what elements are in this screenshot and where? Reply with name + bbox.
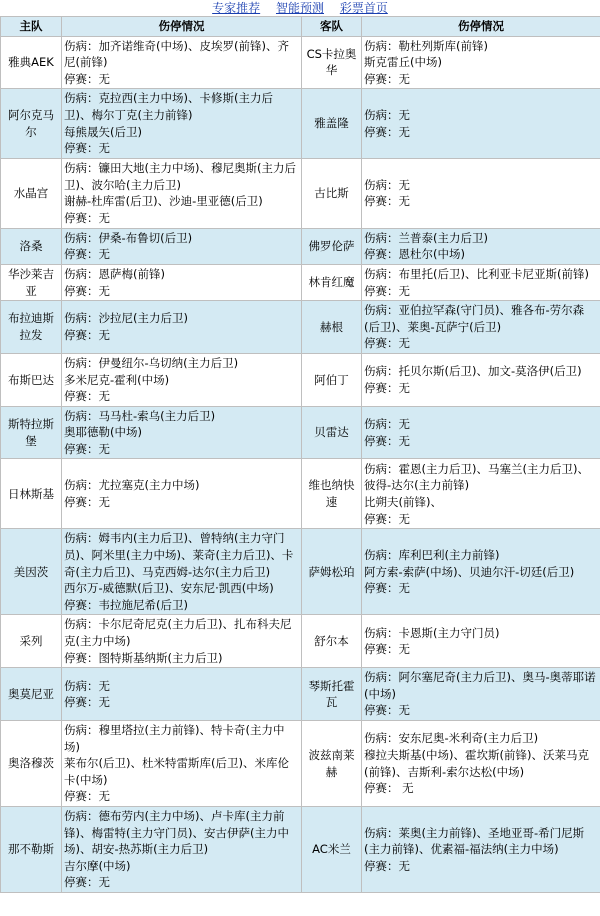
home-team [1,228,62,264]
away-status [362,668,600,721]
status-line: 停赛：无 [64,247,110,262]
home-status [62,529,302,615]
away-team [302,615,362,668]
away-team [302,721,362,807]
table-row [1,89,600,158]
status-line: 停赛：无 [364,124,410,139]
away-team [302,406,362,459]
home-status [62,89,302,158]
home-status [62,459,302,529]
status-line: 停赛：恩杜尔(中场) [364,247,465,262]
status-line: 伤病：布里托(后卫)、比利亚卡尼亚斯(前锋) [364,266,589,281]
away-status [362,615,600,668]
header-away-status: 伤停情况 [362,17,600,37]
home-team [1,353,62,406]
status-line: 伤病：无 [364,177,410,192]
away-team [302,353,362,406]
away-team-name: 舒尔本 [314,634,349,649]
table-row [1,301,600,354]
home-status [62,158,302,228]
table-row [1,228,600,264]
table-row [1,264,600,300]
table-row [1,36,600,89]
home-team [1,807,62,893]
away-team-name: 雅盖隆 [314,116,349,131]
status-line: 奥耶德勒(中场) [64,425,142,440]
home-team [1,264,62,300]
away-team-name: AC米兰 [312,842,351,857]
header-away: 客队 [302,17,362,37]
table-row [1,459,600,529]
away-status [362,228,600,264]
home-team [1,615,62,668]
table-body [1,36,600,892]
status-line: 停赛：无 [364,71,410,86]
home-status [62,36,302,89]
table-row [1,721,600,807]
away-team [302,668,362,721]
home-team [1,36,62,89]
away-team [302,807,362,893]
status-line: 停赛：无 [64,71,110,86]
status-line: 停赛：无 [64,789,110,804]
home-status [62,721,302,807]
away-status [362,721,600,807]
home-status [62,668,302,721]
home-status [62,228,302,264]
status-line: 停赛：无 [364,283,410,298]
status-line: 伤病：托贝尔斯(后卫)、加文-莫洛伊(后卫) [364,364,582,379]
away-team-name: 古比斯 [314,185,349,200]
status-line: 伤病：克拉西(主力中场)、卡修斯(主力后卫)、梅尔丁克(主力前锋) [64,91,273,122]
status-line: 停赛：无 [64,210,110,225]
home-team-name: 奥洛穆茨 [8,756,54,771]
status-line: 伤病：卡尔尼奇尼克(主力后卫)、扎布科夫尼克(主力中场) [64,617,292,649]
table-row [1,158,600,228]
nav-link-expert[interactable]: 专家推荐 [212,1,261,15]
status-line: 伤病：马马杜-索乌(主力后卫) [64,408,216,423]
home-status [62,353,302,406]
status-line: 停赛：无 [364,380,410,395]
away-team [302,89,362,158]
table-row [1,406,600,459]
header-home: 主队 [1,17,62,37]
table-row [1,615,600,668]
home-team-name: 采列 [19,634,43,649]
status-line: 伤病：亚伯拉罕森(守门员)、雅各布-劳尔森(后卫)、莱奥-瓦萨宁(后卫) [364,303,585,334]
status-line: 停赛：无 [64,389,110,404]
home-team-name: 布斯巴达 [8,372,54,387]
away-team-name: 维也纳快速 [308,478,355,509]
nav-link-lottery-home[interactable]: 彩票首页 [339,1,388,15]
home-team-name: 阿尔克马尔 [8,107,54,139]
away-status [362,36,600,89]
status-line: 伤病：库利巴利(主力前锋) [364,548,500,563]
status-line: 伤病：伊桑-布鲁切(后卫) [64,230,193,245]
status-line: 伤病：兰普泰(主力后卫) [364,230,488,245]
status-line: 停赛：无 [64,494,110,509]
home-team [1,89,62,158]
status-line: 多米尼克-霍利(中场) [64,372,170,387]
injury-table [0,16,600,893]
away-status [362,529,600,615]
away-team-name: 佛罗伦萨 [308,239,355,254]
away-status [362,264,600,300]
away-status [362,406,600,459]
status-line: 停赛： 无 [364,781,414,796]
status-line: 伤病：镰田大地(主力中场)、穆尼奥斯(主力后卫)、波尔哈(主力后卫) [64,161,296,192]
away-status [362,158,600,228]
home-team [1,301,62,354]
status-line: 伤病：霍恩(主力后卫)、马塞兰(主力后卫)、彼得-达尔(主力前锋) [364,461,589,493]
home-team [1,668,62,721]
away-status [362,807,600,893]
home-status [62,615,302,668]
nav-link-prediction[interactable]: 智能预测 [275,1,324,15]
home-status [62,406,302,459]
away-team [302,529,362,615]
status-line: 停赛：无 [64,695,110,710]
status-line: 伤病：姆韦内(主力后卫)、曾特纳(主力守门员)、阿米里(主力中场)、莱奇(主力后卫)、卡奇(主力后卫)、马克西姆-达尔(主力后卫) [64,531,294,579]
home-team [1,158,62,228]
away-status [362,301,600,354]
status-line: 停赛：无 [364,858,410,873]
status-line: 吉尔摩(中场) [64,858,131,873]
home-team [1,529,62,615]
status-line: 西尔万-威德默(后卫)、安东尼·凯西(中场) [64,581,274,596]
status-line: 伤病：勒杜列斯库(前锋) [364,38,488,53]
status-line: 伤病：加齐诺维奇(中场)、皮埃罗(前锋)、齐尼(前锋) [64,38,289,70]
home-team-name: 斯特拉斯堡 [8,416,54,448]
status-line: 停赛：无 [364,194,410,209]
status-line: 伤病：无 [64,678,110,693]
table-row [1,668,600,721]
status-line: 阿方索-索萨(中场)、贝迪尔汗-切廷(后卫) [364,564,575,579]
status-line: 停赛：无 [364,642,410,657]
status-line: 停赛：无 [64,141,110,156]
status-line: 停赛：无 [364,703,410,718]
home-team [1,406,62,459]
status-line: 停赛：无 [64,441,110,456]
status-line: 穆拉夫斯基(中场)、霍坎斯(前锋)、沃莱马克(前锋)、吉斯利-索尔达松(中场) [364,747,589,779]
status-line: 伤病：莱奥(主力前锋)、圣地亚哥-希门尼斯(主力前锋)、优素福-福法纳(主力中场) [364,825,585,857]
status-line: 停赛：无 [364,336,410,351]
away-team [302,459,362,529]
away-team-name: 琴斯托霍瓦 [308,678,355,710]
home-team [1,721,62,807]
home-team-name: 日林斯基 [8,486,54,501]
top-nav [0,0,600,16]
status-line: 伤病：无 [364,107,410,122]
status-line: 斯克雷丘(中场) [364,55,442,70]
away-team [302,264,362,300]
away-team-name: CS卡拉奥华 [306,46,357,78]
status-line: 停赛：无 [64,328,110,343]
home-team [1,459,62,529]
status-line: 伤病：德布劳内(主力中场)、卢卡库(主力前锋)、梅雷特(主力守门员)、安古伊萨(主力中场)、胡安-热苏斯(主力后卫) [64,809,289,857]
away-team-name: 阿伯丁 [314,372,349,387]
table-row [1,353,600,406]
home-team-name: 美因茨 [13,564,49,579]
home-team-name: 那不勒斯 [8,842,54,857]
home-team-name: 奥莫尼亚 [8,686,54,701]
header-home-status: 伤停情况 [62,17,302,37]
away-team [302,301,362,354]
away-team [302,36,362,89]
status-line: 伤病：穆里塔拉(主力前锋)、特卡奇(主力中场) [64,723,285,754]
status-line: 伤病：无 [364,416,410,431]
status-line: 伤病：沙拉尼(主力后卫) [64,311,188,326]
status-line: 莱布尔(后卫)、杜米特雷斯库(后卫)、米库伦卡(中场) [64,756,289,787]
away-team [302,228,362,264]
home-team-name: 布拉迪斯拉发 [8,311,54,343]
status-line: 伤病：安东尼奥-米利奇(主力后卫) [364,731,539,746]
status-line: 伤病：阿尔塞尼奇(主力后卫)、奥马-奥蒂耶诺(中场) [364,670,596,701]
status-line: 停赛：无 [64,875,110,890]
status-line: 伤病：伊曼纽尔-乌切纳(主力后卫) [64,355,239,370]
away-team-name: 萨姆松珀 [308,564,355,579]
away-team-name: 贝雷达 [314,425,349,440]
home-status [62,807,302,893]
table-row [1,807,600,893]
status-line: 比朔夫(前锋)、 [364,494,442,509]
home-status [62,264,302,300]
away-team-name: 赫根 [320,319,343,334]
status-line: 停赛：图特斯基纳斯(主力后卫) [64,650,223,665]
home-team-name: 华沙莱吉亚 [8,266,54,298]
status-line: 伤病：恩萨梅(前锋) [64,266,165,281]
status-line: 停赛：无 [364,511,410,526]
away-team-name: 林肯红魔 [308,275,355,290]
home-team-name: 雅典AEK [8,55,54,70]
away-team-name: 波兹南莱赫 [308,747,355,779]
away-status [362,459,600,529]
status-line: 停赛：无 [364,581,410,596]
status-line: 停赛：韦拉施尼希(后卫) [64,597,188,612]
status-line: 停赛：无 [364,433,410,448]
status-line: 谢赫-杜库雷(后卫)、沙迪-里亚德(后卫) [64,194,263,209]
table-row [1,529,600,615]
home-team-name: 水晶宫 [13,185,49,200]
away-status [362,353,600,406]
home-team-name: 洛桑 [19,239,43,254]
status-line: 伤病：卡恩斯(主力守门员) [364,625,500,640]
away-team [302,158,362,228]
status-line: 伤病：尤拉塞克(主力中场) [64,478,200,493]
away-status [362,89,600,158]
status-line: 停赛：无 [64,283,110,298]
status-line: 每熊晟矢(后卫) [64,124,142,139]
home-status [62,301,302,354]
